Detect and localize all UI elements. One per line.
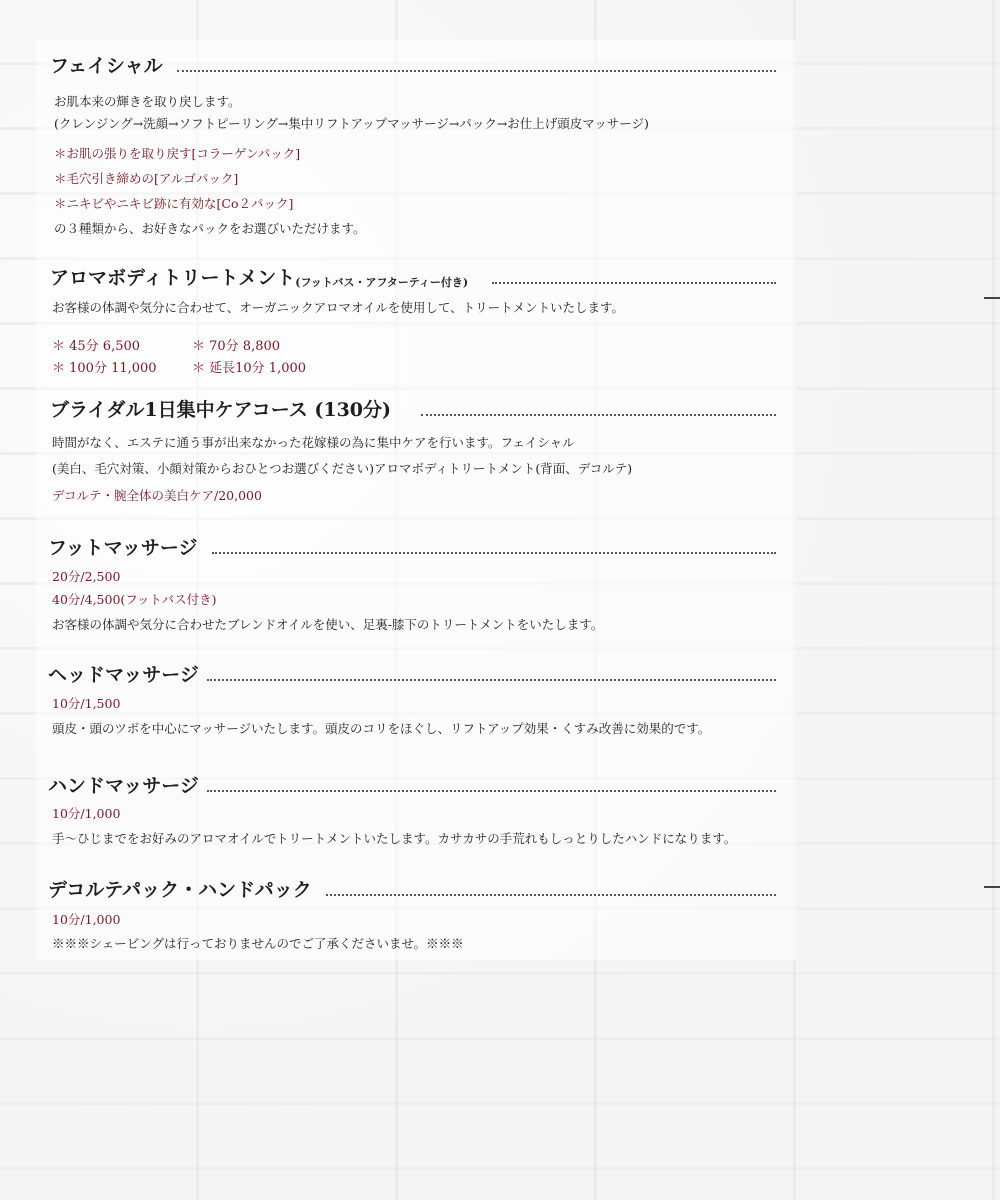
dotted-rule (421, 414, 776, 416)
head-price: 10分/1,500 (52, 696, 121, 711)
section-heading-head (48, 659, 776, 687)
dotted-rule (326, 894, 776, 896)
section-heading-foot (48, 532, 776, 560)
aroma-desc: お客様の体調や気分に合わせて、オーガニックアロマオイルを使用して、トリートメントいたします。 (52, 300, 625, 315)
section-heading-bridal (50, 394, 776, 422)
foot-desc: お客様の体調や気分に合わせたブレンドオイルを使い、足裏-膝下のトリートメントをいたします。 (52, 617, 604, 632)
facial-option: ＊お肌の張りを取り戻す[コラーゲンパック] (54, 146, 301, 161)
section-title: デコルテパック・ハンドパック (48, 879, 312, 901)
section-heading-decollete (48, 874, 776, 902)
section-title: ブライダル1日集中ケアコース (130分) (50, 399, 392, 421)
dotted-rule (212, 552, 776, 554)
section-subtitle: (フットバス・アフターティー付き) (295, 276, 469, 289)
aroma-price: ＊ 延長10分 1,000 (192, 361, 307, 376)
facial-note: の３種類から、お好きなパックをお選びいただけます。 (54, 221, 366, 236)
aroma-price: ＊ 100分 11,000 (52, 361, 157, 376)
aroma-price: ＊ 45分 6,500 (52, 339, 141, 354)
section-title: ハンドマッサージ (48, 775, 199, 797)
section-title: フェイシャル (50, 55, 163, 77)
foot-price: 40分/4,500(フットバス付き) (52, 592, 217, 607)
head-desc: 頭皮・頭のツボを中心にマッサージいたします。頭皮のコリをほぐし、リフトアップ効果・くすみ改善に効果的です。 (52, 721, 711, 736)
section-title: ヘッドマッサージ (48, 664, 199, 686)
dotted-rule (492, 282, 776, 284)
facial-option: ＊ニキビやニキビ跡に有効な[Co２パック] (54, 196, 294, 211)
hand-price: 10分/1,000 (52, 806, 121, 821)
section-title: フットマッサージ (48, 537, 198, 559)
dotted-rule (177, 70, 776, 72)
bridal-desc: 時間がなく、エステに通う事が出来なかった花嫁様の為に集中ケアを行います。フェイシャル (52, 435, 575, 450)
facial-steps: (クレンジング→洗顔→ソフトピーリング→集中リフトアップマッサージ→パック→お仕上げ頭皮マッサージ) (54, 116, 649, 131)
shaving-note: ※※※シェービングは行っておりませんのでご了承くださいませ。※※※ (52, 936, 464, 951)
aroma-price: ＊ 70分 8,800 (192, 339, 281, 354)
bridal-desc: (美白、毛穴対策、小顔対策からおひとつお選びください)アロマボディトリートメント(背面、デコルテ) (52, 461, 633, 476)
section-heading-hand (48, 770, 776, 798)
bridal-price: デコルテ・腕全体の美白ケア/20,000 (52, 488, 262, 503)
decollete-price: 10分/1,000 (52, 912, 121, 927)
dotted-rule (207, 790, 776, 792)
dotted-rule (207, 679, 776, 681)
section-heading-facial (50, 50, 776, 78)
section-heading-aroma (50, 262, 776, 290)
foot-price: 20分/2,500 (52, 569, 121, 584)
facial-option: ＊毛穴引き締めの[アルゴパック] (54, 171, 239, 186)
section-title: アロマボディトリートメント (50, 267, 296, 289)
hand-desc: 手～ひじまでをお好みのアロマオイルでトリートメントいたします。カサカサの手荒れもしっとりしたハンドになります。 (52, 831, 737, 846)
facial-desc: お肌本来の輝きを取り戻します。 (54, 94, 241, 109)
